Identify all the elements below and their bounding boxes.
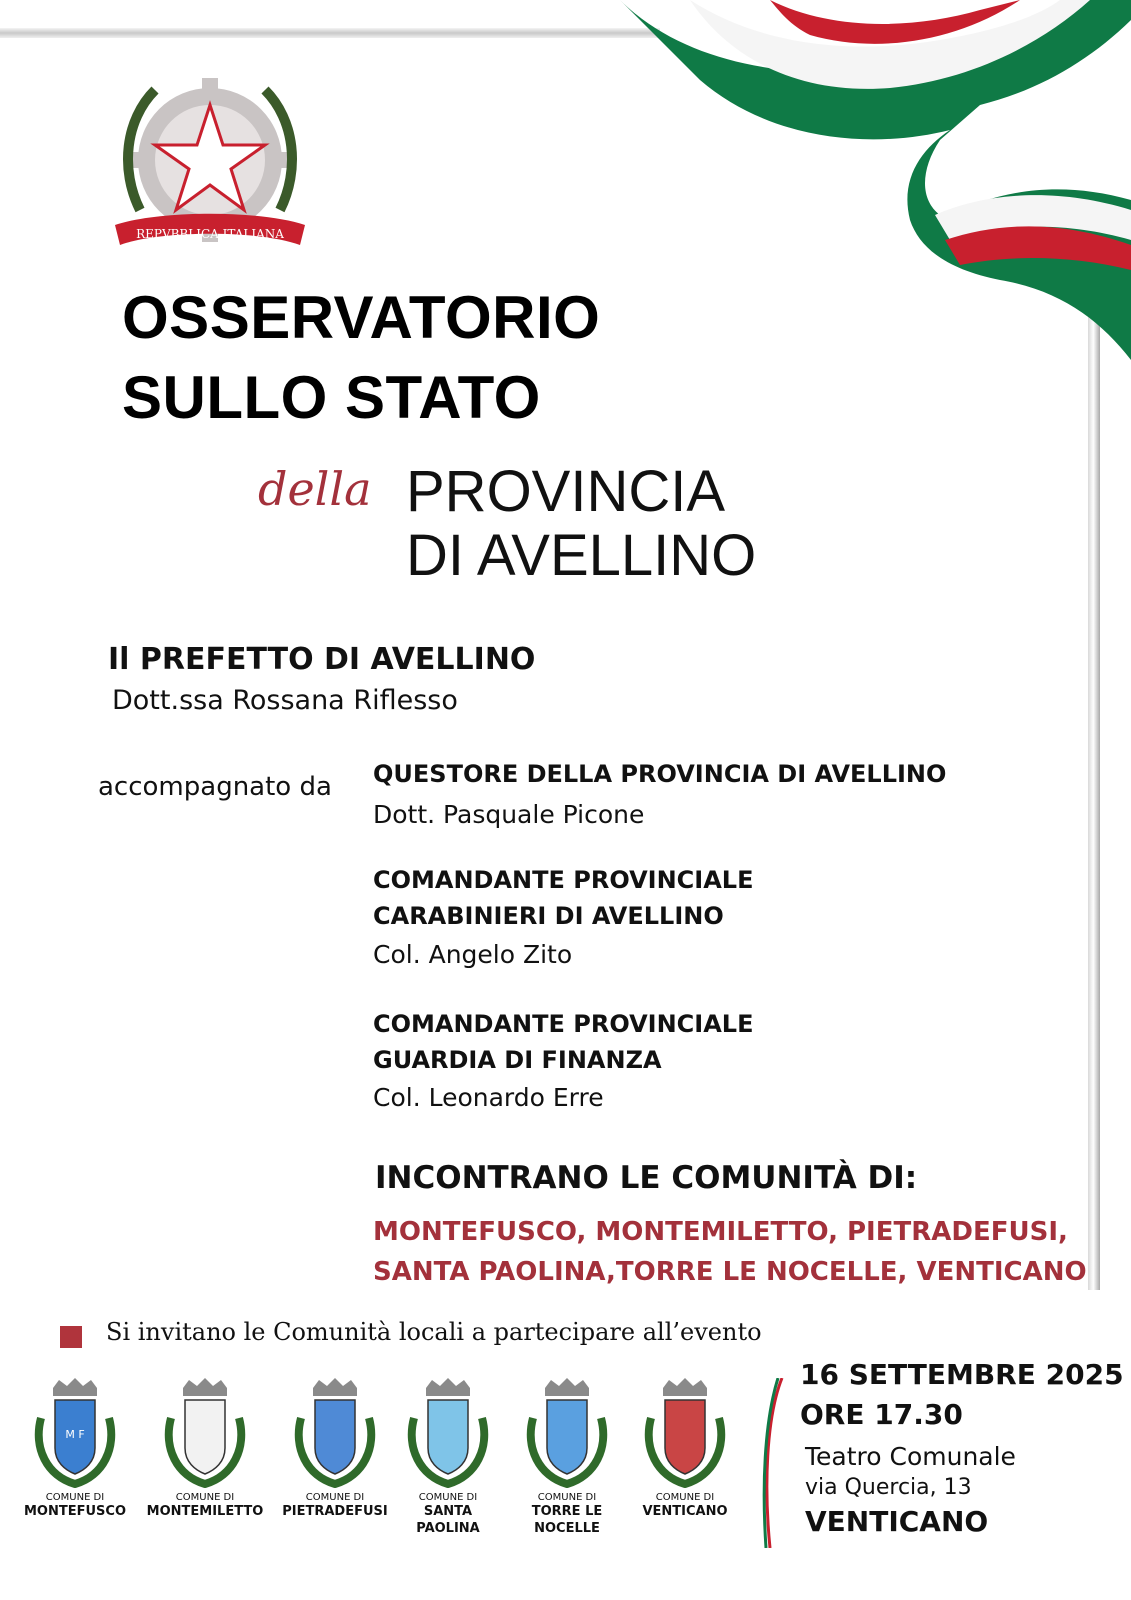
municipal-coat-of-arms-icon	[29, 1378, 121, 1488]
comune-crest	[275, 1378, 395, 1520]
communities-line-1: MONTEFUSCO, MONTEMILETTO, PIETRADEFUSI,	[373, 1217, 1068, 1247]
flag-pole	[1088, 300, 1100, 1290]
municipal-coat-of-arms-icon	[521, 1378, 613, 1488]
accompagnato-label: accompagnato da	[98, 772, 332, 802]
municipal-coat-of-arms-icon	[402, 1378, 494, 1488]
official-role: QUESTORE DELLA PROVINCIA DI AVELLINO	[373, 760, 947, 788]
comune-crest	[625, 1378, 745, 1520]
comune-prefix: COMUNE DI	[418, 1492, 478, 1503]
prefetto-name: Dott.ssa Rossana Riflesso	[112, 685, 458, 716]
invite-text: Si invitano le Comunità locali a partecipare all’evento	[106, 1318, 762, 1346]
comune-name: TORRE LE	[531, 1504, 603, 1519]
event-time: ORE 17.30	[800, 1398, 963, 1431]
comune-prefix: COMUNE DI	[537, 1492, 597, 1503]
official-role-line-2: GUARDIA DI FINANZA	[373, 1046, 662, 1074]
tricolor-ribbon-icon	[760, 1378, 786, 1548]
communities-line-2: SANTA PAOLINA,TORRE LE NOCELLE, VENTICANO	[373, 1257, 1087, 1287]
comune-prefix: COMUNE DI	[655, 1492, 715, 1503]
communities-list	[373, 1212, 1087, 1292]
comune-crest	[145, 1378, 265, 1520]
official-role: COMANDANTE PROVINCIALE	[373, 866, 754, 894]
title-della: della	[258, 462, 372, 516]
italian-flag-icon	[620, 0, 1131, 360]
comune-crest	[507, 1378, 627, 1537]
official-role: COMANDANTE PROVINCIALE	[373, 1010, 754, 1038]
title-provincia: PROVINCIA	[406, 459, 726, 524]
comune-prefix: COMUNE DI	[305, 1492, 365, 1503]
official-role-line-2: CARABINIERI DI AVELLINO	[373, 902, 724, 930]
official-name: Dott. Pasquale Picone	[373, 800, 645, 829]
event-address: via Quercia, 13	[805, 1475, 972, 1500]
municipal-coat-of-arms-icon	[289, 1378, 381, 1488]
comune-name: PIETRADEFUSI	[282, 1504, 388, 1519]
repubblica-italiana-emblem-icon	[110, 60, 310, 270]
prefetto-title: Il PREFETTO DI AVELLINO	[108, 642, 536, 677]
comune-name-line-2: PAOLINA	[416, 1521, 480, 1536]
comune-name: SANTA	[423, 1504, 473, 1519]
municipal-coat-of-arms-icon	[639, 1378, 731, 1488]
comune-prefix: COMUNE DI	[45, 1492, 105, 1503]
incontrano-heading: INCONTRANO LE COMUNITÀ DI:	[375, 1160, 918, 1196]
official-name: Col. Angelo Zito	[373, 940, 573, 969]
comune-name: MONTEFUSCO	[23, 1504, 126, 1519]
comune-name: VENTICANO	[642, 1504, 728, 1519]
comune-crest	[388, 1378, 508, 1537]
svg-text:REPVBBLICA ITALIANA: REPVBBLICA ITALIANA	[136, 227, 284, 241]
comune-name-line-2: NOCELLE	[534, 1521, 600, 1536]
official-name: Col. Leonardo Erre	[373, 1083, 604, 1112]
event-date: 16 SETTEMBRE 2025	[800, 1358, 1124, 1391]
comune-name: MONTEMILETTO	[146, 1504, 264, 1519]
bullet-square-icon	[60, 1326, 82, 1348]
event-city: VENTICANO	[805, 1505, 989, 1538]
comune-prefix: COMUNE DI	[175, 1492, 235, 1503]
comune-crest	[15, 1378, 135, 1520]
title-line-2: SULLO STATO	[122, 364, 541, 431]
municipal-coat-of-arms-icon	[159, 1378, 251, 1488]
curtain-rod	[0, 28, 660, 38]
title-line-1: OSSERVATORIO	[122, 284, 601, 351]
svg-text:M F: M F	[65, 1428, 85, 1441]
event-venue: Teatro Comunale	[805, 1442, 1016, 1471]
title-di-avellino: DI AVELLINO	[406, 523, 757, 588]
